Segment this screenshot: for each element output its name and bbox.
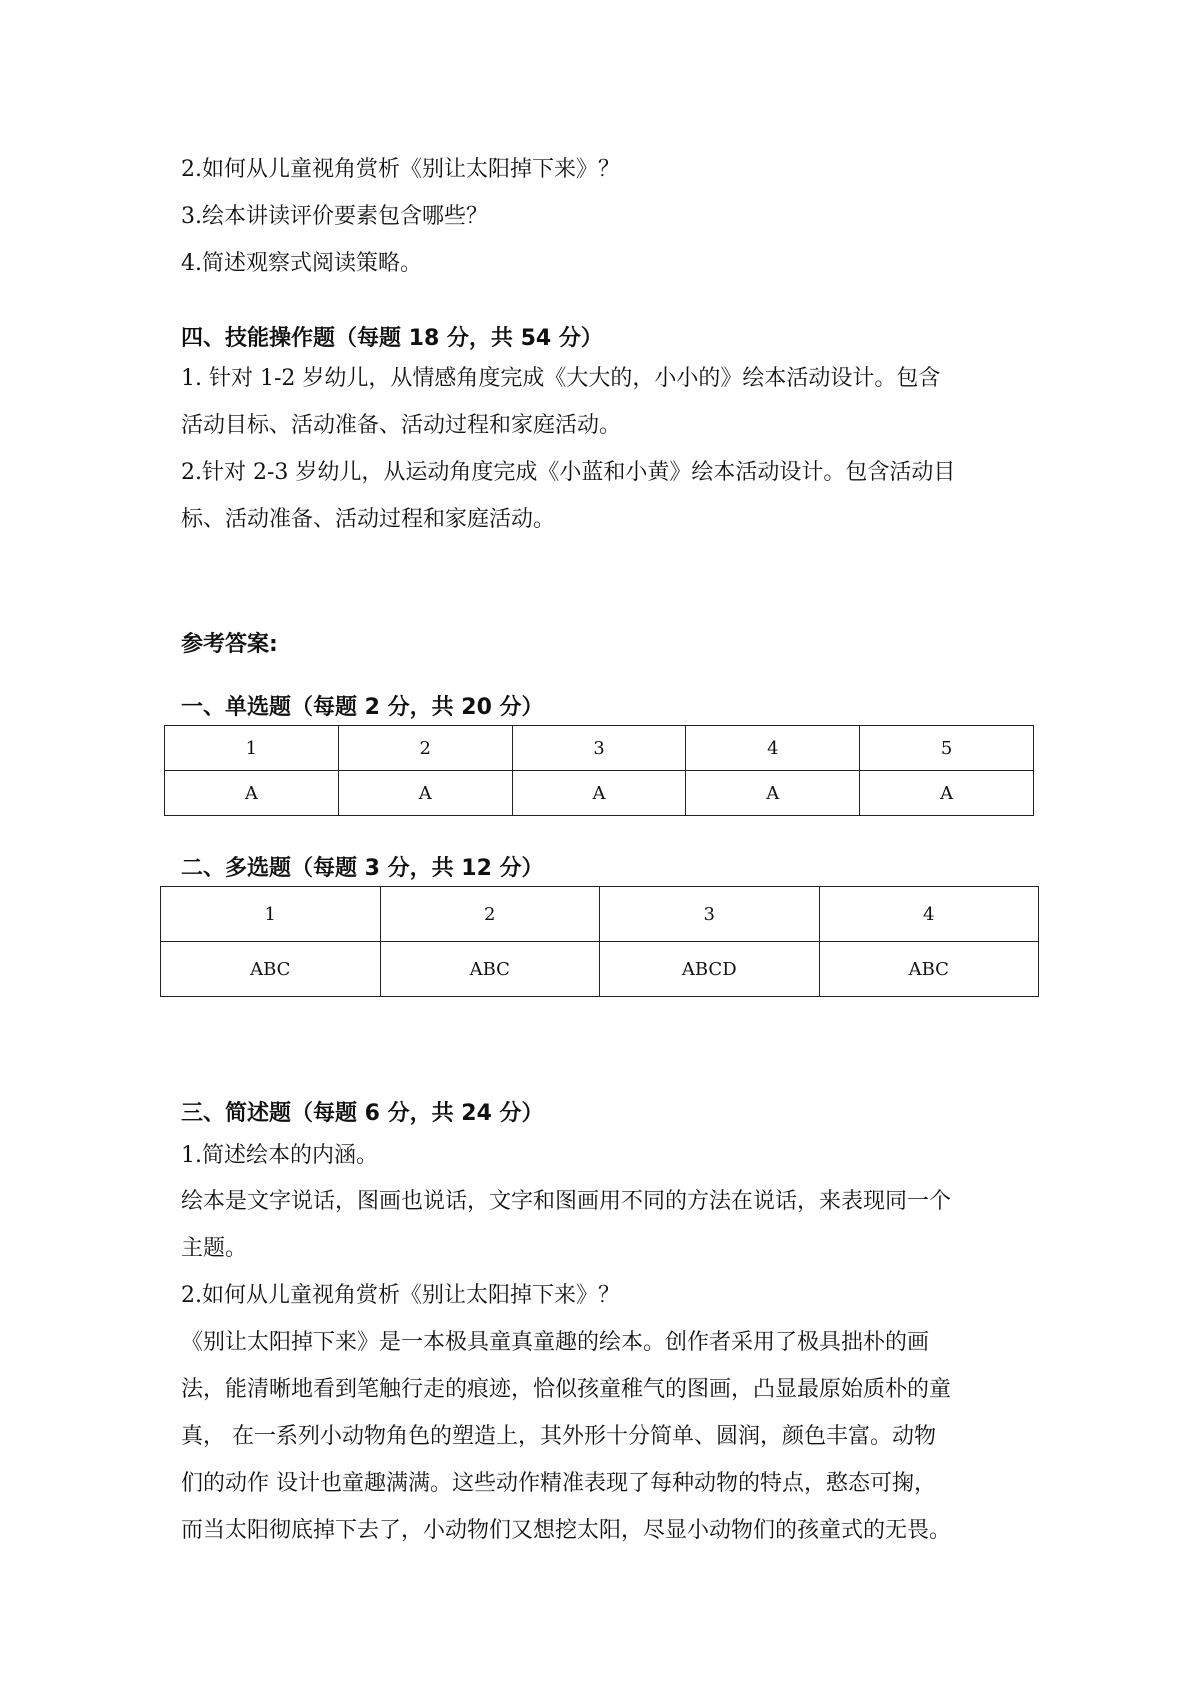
table-cell: 2 xyxy=(380,887,600,942)
table-cell: 4 xyxy=(686,726,860,771)
multi-choice-heading: 二、多选题（每题 3 分，共 12 分） xyxy=(181,856,544,881)
question-3-2: 2.如何从儿童视角赏析《别让太阳掉下来》？ xyxy=(181,157,620,182)
table-cell: 5 xyxy=(860,726,1034,771)
question-4-2-line1: 2.针对 2-3 岁幼儿，从运动角度完成《小蓝和小黄》绘本活动设计。包含活动目 xyxy=(181,460,956,485)
table-cell: 1 xyxy=(161,887,381,942)
answers-title: 参考答案: xyxy=(181,632,278,657)
single-choice-heading: 一、单选题（每题 2 分，共 20 分） xyxy=(181,695,544,720)
table-row xyxy=(161,887,1039,942)
short-answer-heading: 三、简述题（每题 6 分，共 24 分） xyxy=(181,1101,544,1126)
short-answer-question-2: 2.如何从儿童视角赏析《别让太阳掉下来》？ xyxy=(181,1283,620,1308)
short-answer-question-1: 1.简述绘本的内涵。 xyxy=(181,1143,378,1168)
table-cell: 3 xyxy=(512,726,686,771)
table-row xyxy=(165,771,1034,816)
table-cell: 3 xyxy=(600,887,820,942)
table-cell: ABC xyxy=(161,942,381,997)
question-4-1-line2: 活动目标、活动准备、活动过程和家庭活动。 xyxy=(181,413,622,438)
table-cell: A xyxy=(338,771,512,816)
table-row xyxy=(161,942,1039,997)
short-answer-2-line4: 们的动作 设计也童趣满满。这些动作精准表现了每种动物的特点，憨态可掬， xyxy=(181,1471,936,1496)
short-answer-2-line5: 而当太阳彻底掉下去了，小动物们又想挖太阳，尽显小动物们的孩童式的无畏。 xyxy=(181,1518,952,1543)
short-answer-1-line1: 绘本是文字说话，图画也说话，文字和图画用不同的方法在说话，来表现同一个 xyxy=(181,1189,952,1214)
table-cell: ABC xyxy=(380,942,600,997)
short-answer-2-line2: 法，能清晰地看到笔触行走的痕迹，恰似孩童稚气的图画，凸显最原始质朴的童 xyxy=(181,1377,952,1402)
question-4-2-line2: 标、活动准备、活动过程和家庭活动。 xyxy=(181,507,556,532)
table-cell: ABCD xyxy=(600,942,820,997)
multi-choice-answer-table xyxy=(160,886,1039,997)
table-cell: ABC xyxy=(819,942,1039,997)
table-cell: 2 xyxy=(338,726,512,771)
table-cell: A xyxy=(860,771,1034,816)
short-answer-1-line2: 主题。 xyxy=(181,1236,248,1261)
question-3-4: 4.简述观察式阅读策略。 xyxy=(181,251,422,276)
table-cell: A xyxy=(512,771,686,816)
section-4-heading: 四、技能操作题（每题 18 分，共 54 分） xyxy=(181,326,603,351)
table-cell: 4 xyxy=(819,887,1039,942)
question-4-1-line1: 1. 针对 1-2 岁幼儿，从情感角度完成《大大的，小小的》绘本活动设计。包含 xyxy=(181,366,941,391)
single-choice-answer-table xyxy=(164,725,1034,816)
short-answer-2-line1: 《别让太阳掉下来》是一本极具童真童趣的绘本。创作者采用了极具拙朴的画 xyxy=(181,1330,930,1355)
table-cell: 1 xyxy=(165,726,339,771)
short-answer-2-line3: 真， 在一系列小动物角色的塑造上，其外形十分简单、圆润，颜色丰富。动物 xyxy=(181,1424,936,1449)
table-cell: A xyxy=(165,771,339,816)
table-row xyxy=(165,726,1034,771)
table-cell: A xyxy=(686,771,860,816)
question-3-3: 3.绘本讲读评价要素包含哪些？ xyxy=(181,204,488,229)
